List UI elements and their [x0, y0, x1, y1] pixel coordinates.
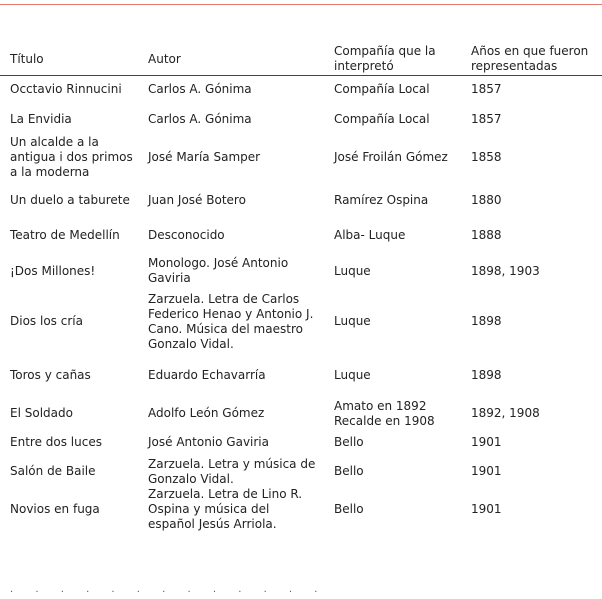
header-compania: Compañía que la interpretó: [324, 43, 461, 76]
cell-anos: 1898: [471, 314, 502, 328]
table-row: [0, 352, 602, 399]
header-anos: Años en que fueron representadas: [461, 43, 602, 76]
cell-compania: Compañía Local: [334, 82, 430, 97]
cell-titulo: Salón de Baile: [10, 464, 96, 478]
cell-anos: 1888: [471, 228, 502, 242]
footer-dots: . . . . . . . . . . . . .: [10, 584, 327, 595]
table-row: [0, 104, 602, 135]
cell-autor: Desconocido: [148, 228, 225, 242]
header-titulo: Título: [0, 43, 138, 76]
cell-anos: 1898, 1903: [471, 263, 540, 278]
cell-autor: Monologo. José Antonio Gaviria: [148, 256, 289, 285]
cell-titulo: El Soldado: [10, 406, 73, 420]
cell-autor: Zarzuela. Letra y música de Gonzalo Vidal.: [148, 456, 316, 486]
header-autor: Autor: [138, 43, 324, 76]
cell-compania: Bello: [334, 464, 364, 478]
cell-compania: Amato en 1892 Recalde en 1908: [334, 398, 435, 428]
table-row: [0, 180, 602, 221]
cell-anos: 1901: [471, 435, 502, 449]
table-row: [0, 251, 602, 292]
plays-table: [0, 43, 602, 532]
table-row: [0, 429, 602, 457]
table-row: [0, 221, 602, 251]
table-row: [0, 457, 602, 487]
table-header-row: [0, 43, 602, 76]
cell-anos: 1880: [471, 192, 502, 207]
cell-autor: Adolfo León Gómez: [148, 406, 265, 420]
cell-anos: 1892, 1908: [471, 406, 540, 420]
cell-titulo: Toros y cañas: [10, 367, 91, 382]
cell-compania: Bello: [334, 435, 364, 449]
cell-anos: 1901: [471, 501, 502, 516]
cell-autor: Carlos A. Gónima: [148, 111, 252, 126]
cell-anos: 1857: [471, 82, 502, 97]
cell-compania: Bello: [334, 501, 364, 516]
cell-anos: 1857: [471, 111, 502, 126]
cell-autor: Eduardo Echavarría: [148, 367, 266, 382]
cell-autor: José María Samper: [148, 149, 261, 164]
table-row: [0, 487, 602, 532]
cell-anos: 1858: [471, 149, 502, 164]
cell-anos: 1898: [471, 367, 502, 382]
table-row: [0, 399, 602, 429]
cell-compania: Luque: [334, 314, 371, 328]
cell-titulo: Un duelo a taburete: [10, 192, 130, 207]
cell-titulo: ¡Dos Millones!: [10, 263, 96, 278]
cell-titulo: Teatro de Medellín: [10, 228, 120, 242]
cell-anos: 1901: [471, 464, 502, 478]
cell-compania: Luque: [334, 367, 371, 382]
cell-titulo: Occtavio Rinnucini: [10, 82, 122, 97]
cell-titulo: La Envidia: [10, 111, 72, 126]
table-row: [0, 292, 602, 352]
cell-autor: Juan José Botero: [148, 192, 246, 207]
cell-compania: Ramírez Ospina: [334, 192, 429, 207]
cell-titulo: Entre dos luces: [10, 435, 102, 449]
cell-titulo: Novios en fuga: [10, 501, 100, 516]
table-row: [0, 76, 602, 104]
cell-autor: Carlos A. Gónima: [148, 82, 252, 97]
cell-autor: José Antonio Gaviria: [148, 435, 269, 449]
cell-compania: José Froilán Gómez: [334, 149, 448, 164]
cell-autor: Zarzuela. Letra de Lino R. Ospina y música del español Jesús Arriola.: [148, 486, 303, 531]
cell-compania: Compañía Local: [334, 111, 430, 126]
cell-compania: Alba- Luque: [334, 228, 406, 242]
table-row: [0, 135, 602, 180]
cell-titulo: Un alcalde a la antigua i dos primos a la moderna: [10, 134, 133, 179]
cell-autor: Zarzuela. Letra de Carlos Federico Henao y Antonio J. Cano. Música del maestro Gonzalo Vidal.: [148, 291, 314, 351]
top-rule: [0, 4, 602, 5]
cell-titulo: Dios los cría: [10, 314, 83, 328]
cell-compania: Luque: [334, 263, 371, 278]
